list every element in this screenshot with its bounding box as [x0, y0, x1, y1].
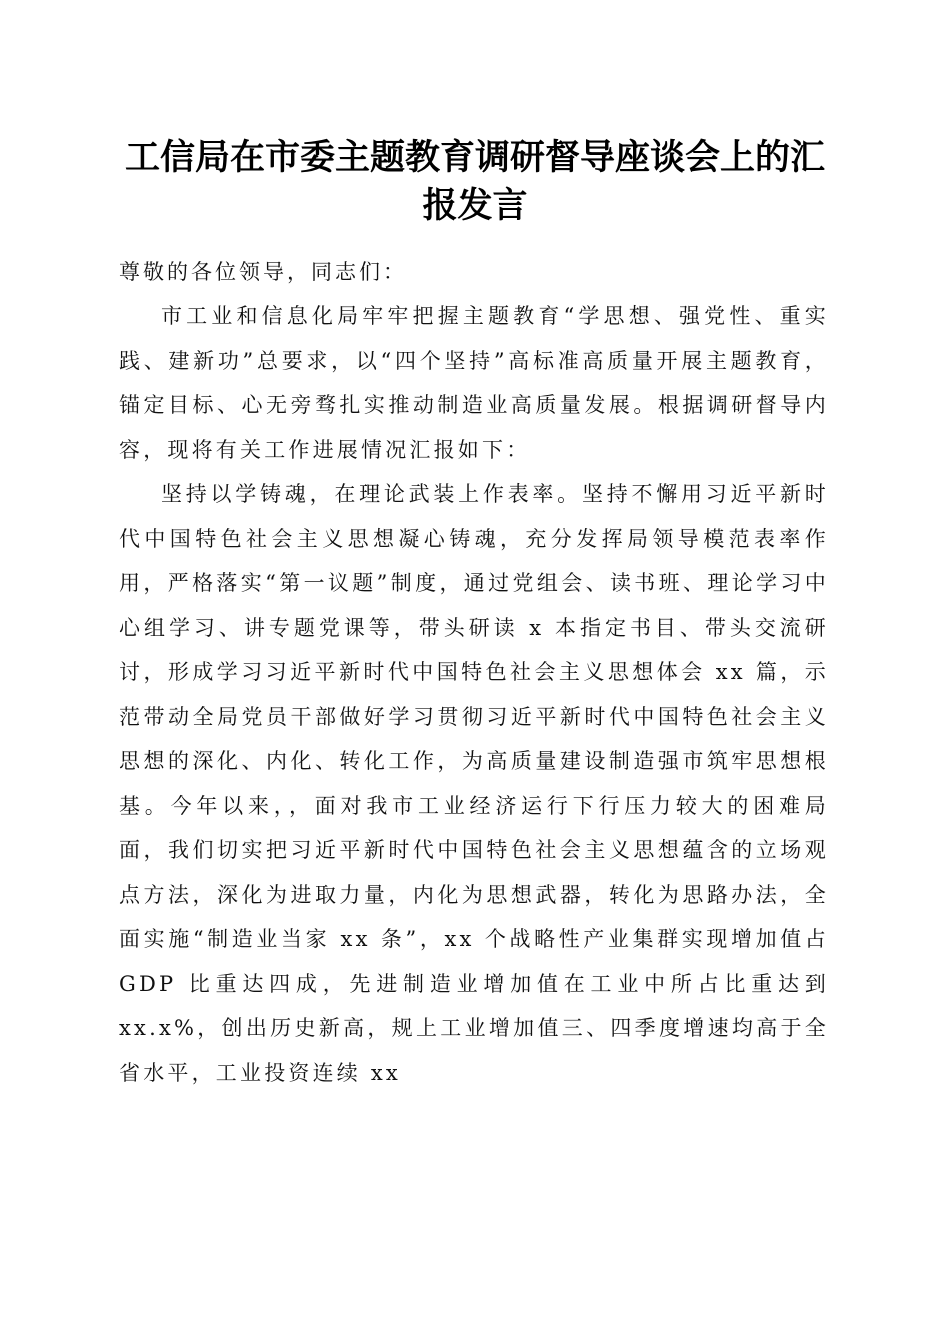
document-body: [119, 250, 829, 1095]
paragraph-intro: 市工业和信息化局牢牢把握主题教育“学思想、强党性、重实践、建新功”总要求，以“四个坚持”高标准高质量开展主题教育，锚定目标、心无旁骛扎实推动制造业高质量发展。根据调研督导内容，现将有关工作进展情况汇报如下：: [119, 304, 829, 462]
document-title: 工信局在市委主题教育调研督导座谈会上的汇报发言: [124, 137, 825, 226]
paragraph-theory: 坚持以学铸魂，在理论武装上作表率。坚持不懈用习近平新时代中国特色社会主义思想凝心铸魂，充分发挥局领导模范表率作用，严格落实“第一议题”制度，通过党组会、读书班、理论学习中心组学习、讲专题党课等，带头研读 x 本指定书目、带头交流研讨，形成学习习近平新时代中国特色社会主义思想体会 xx 篇，示范带动全局党员干部做好学习贯彻习近平新时代中国特色社会主义思想的深化、内化、转化工作，为高质量建设制造强市筑牢思想根基。今年以来，，面对我市工业经济运行下行压力较大的困难局面，我们切实把习近平新时代中国特色社会主义思想蕴含的立场观点方法，深化为进取力量，内化为思想武器，转化为思路办法，全面实施“制造业当家 xx 条”，xx 个战略性产业集群实现增加值占 GDP 比重达四成，先进制造业增加值在工业中所占比重达到 xx.x%，创出历史新高，规上工业增加值三、四季度增速均高于全省水平，工业投资连续 xx: [119, 482, 829, 1085]
salutation: 尊敬的各位领导，同志们：: [119, 260, 407, 284]
